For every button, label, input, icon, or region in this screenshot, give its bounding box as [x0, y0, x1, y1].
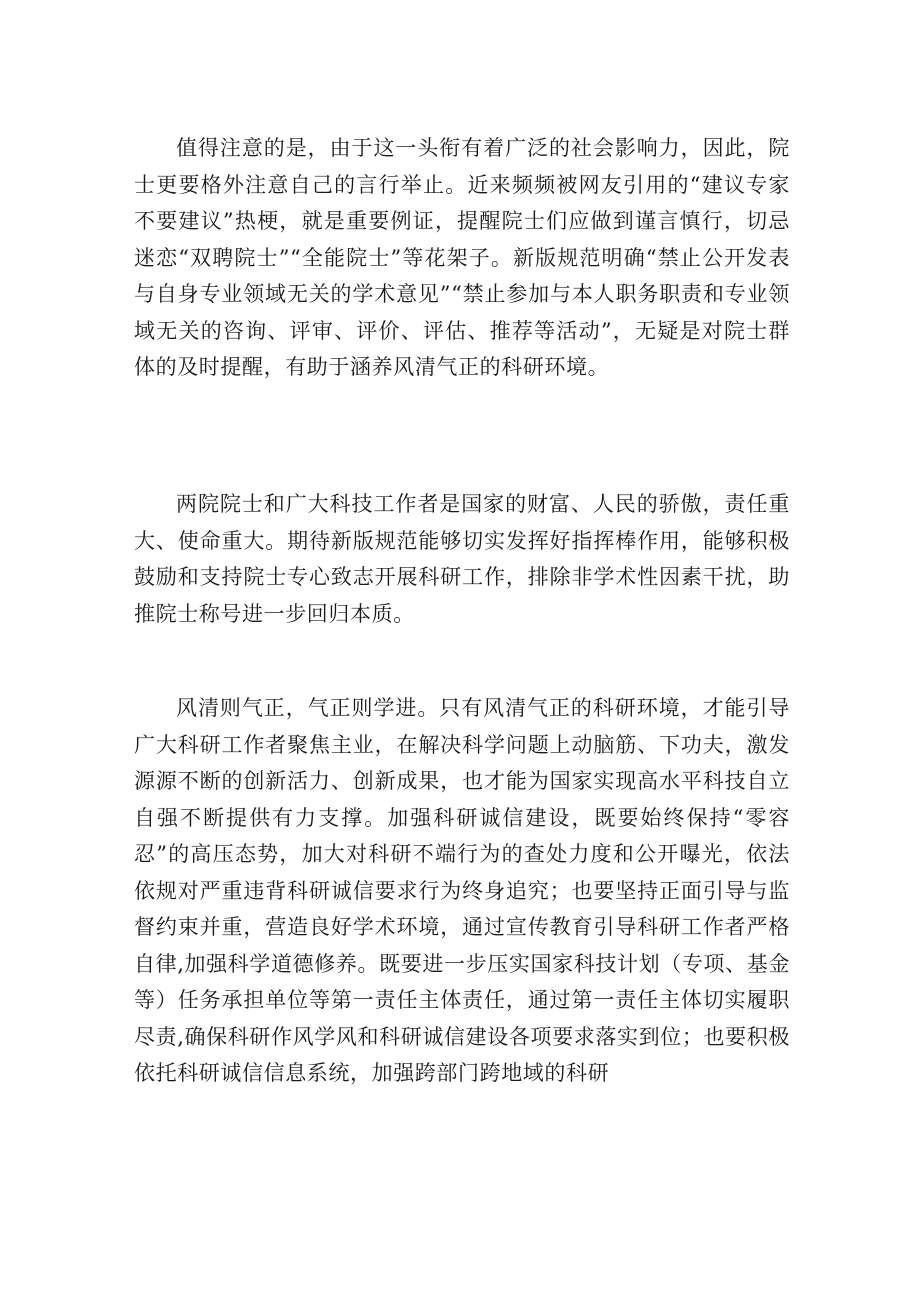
paragraph-1: 值得注意的是，由于这一头衔有着广泛的社会影响力，因此，院士更要格外注意自己的言行举止。近来频频被网友引用的“建议专家不要建议”热梗，就是重要例证，提醒院士们应做到谨言慎行，切忌迷恋“双聘院士”“全能院士”等花架子。新版规范明确“禁止公开发表与自身专业领域无关的学术意见”“禁止参加与本人职务职责和专业领域无关的咨询、评审、评价、评估、推荐等活动”，无疑是对院士群体的及时提醒，有助于涵养风清气正的科研环境。 [134, 136, 790, 379]
paragraph-2: 两院院士和广大科技工作者是国家的财富、人民的骄傲，责任重大、使命重大。期待新版规范能够切实发挥好指挥棒作用，能够积极鼓励和支持院士专心致志开展科研工作，排除非学术性因素干扰，助推院士称号进一步回归本质。 [134, 492, 790, 626]
paragraph-3: 风清则气正，气正则学进。只有风清气正的科研环境，才能引导广大科研工作者聚焦主业，在解决科学问题上动脑筋、下功夫，激发源源不断的创新活力、创新成果，也才能为国家实现高水平科技自立自强不断提供有力支撑。加强科研诚信建设，既要始终保持“零容忍”的高压态势，加大对科研不端行为的查处力度和公开曝光，依法依规对严重违背科研诚信要求行为终身追究；也要坚持正面引导与监督约束并重，营造良好学术环境，通过宣传教育引导科研工作者严格自律,加强科学道德修养。既要进一步压实国家科技计划（专项、基金等）任务承担单位等第一责任主体责任，通过第一责任主体切实履职尽责,确保科研作风学风和科研诚信建设各项要求落实到位；也要积极依托科研诚信信息系统，加强跨部门跨地域的科研 [134, 696, 790, 1085]
